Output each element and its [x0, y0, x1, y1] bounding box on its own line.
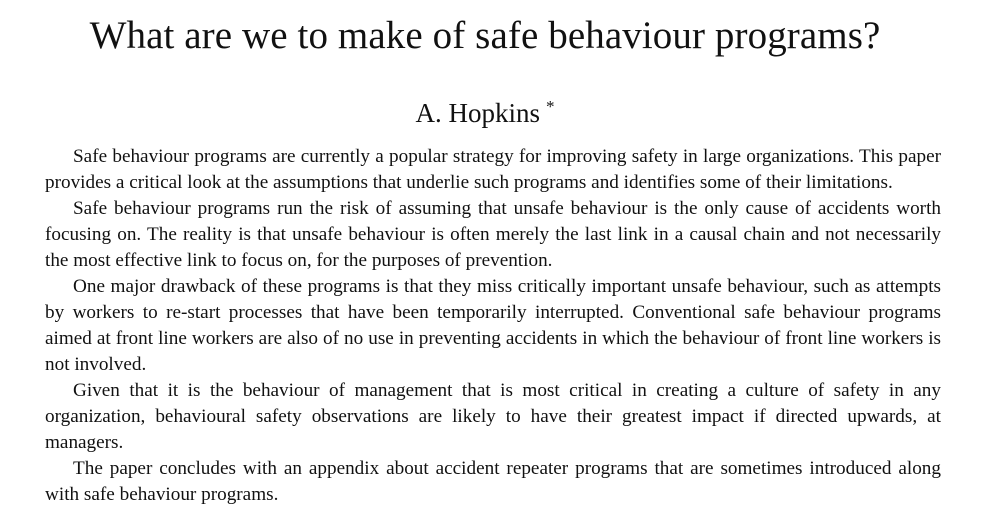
- author-footnote-mark[interactable]: *: [546, 97, 555, 116]
- author-name: A. Hopkins: [415, 98, 540, 128]
- abstract-paragraph: Given that it is the behaviour of management that is most critical in creating a culture of safety in any organization, behavioural safety observations are likely to have their greatest impact if directed upwards, at managers.: [45, 380, 941, 453]
- abstract-paragraph: Safe behaviour programs are currently a popular strategy for improving safety in large organizations. This paper provides a critical look at the assumptions that underlie such programs and identifies some of their limitations.: [45, 146, 941, 193]
- abstract: [45, 144, 941, 508]
- abstract-paragraph: Safe behaviour programs run the risk of assuming that unsafe behaviour is the only cause of accidents worth focusing on. The reality is that unsafe behaviour is often merely the last link in a causal chain and not necessarily the most effective link to focus on, for the purposes of prevention.: [45, 198, 941, 271]
- abstract-paragraph: One major drawback of these programs is that they miss critically important unsafe behaviour, such as attempts by workers to re-start processes that have been temporarily interrupted. Conventional safe behaviour programs aimed at front line workers are also of no use in preventing accidents in which the behaviour of front line workers is not involved.: [45, 276, 941, 375]
- abstract-paragraph: The paper concludes with an appendix about accident repeater programs that are sometimes introduced along with safe behaviour programs.: [45, 458, 941, 505]
- paper-title: What are we to make of safe behaviour programs?: [89, 14, 881, 57]
- author-line: [0, 90, 970, 130]
